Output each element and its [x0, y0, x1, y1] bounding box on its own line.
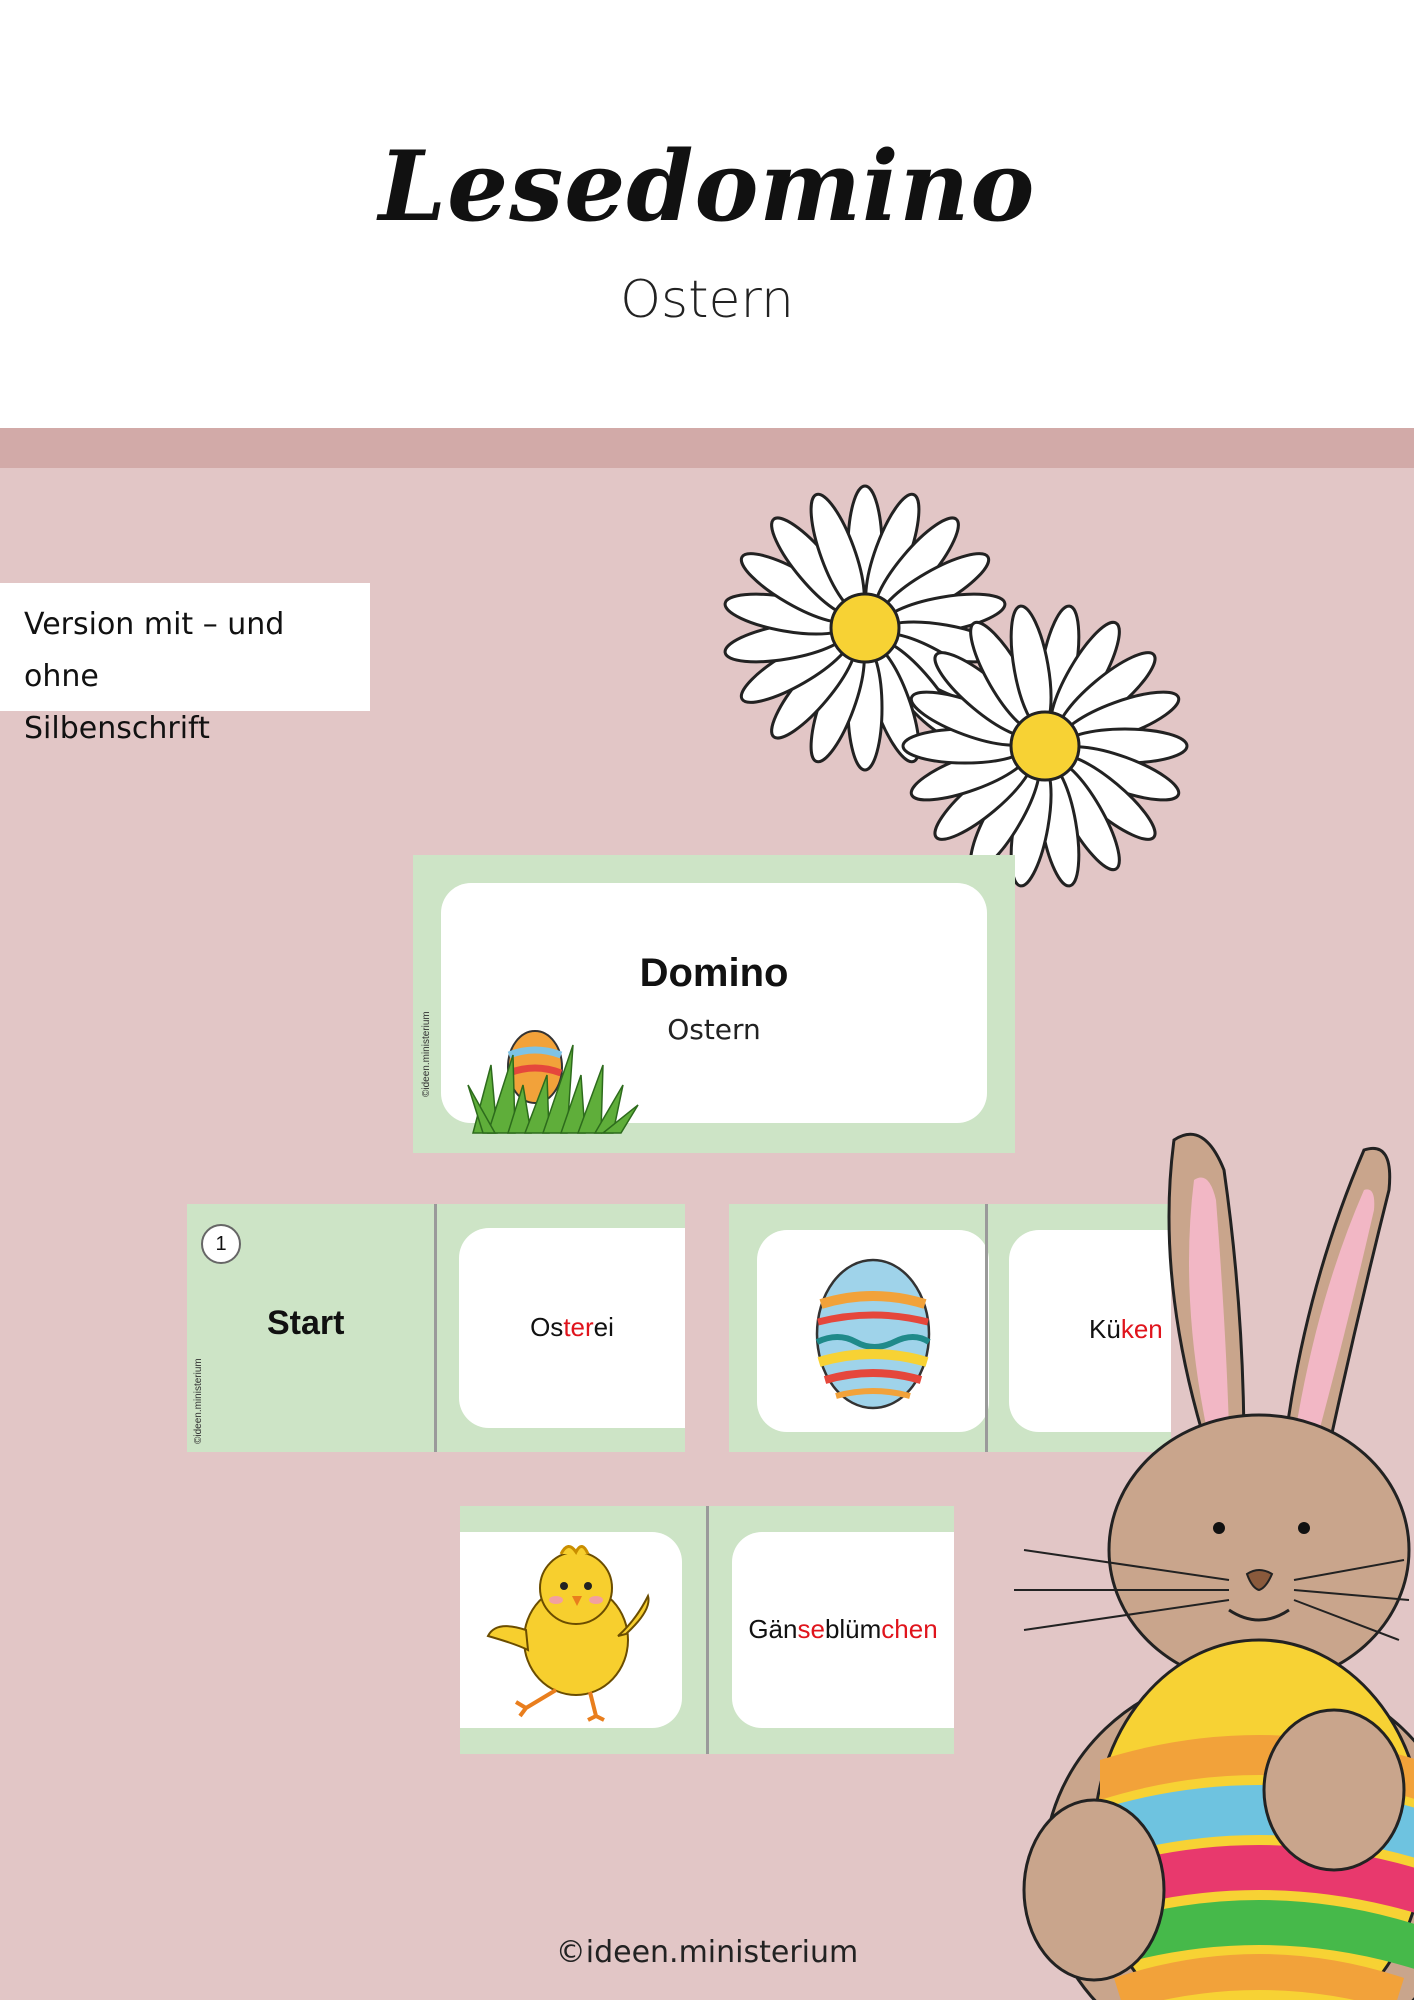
chick-card [460, 1506, 954, 1754]
version-note [0, 583, 370, 746]
picture-panel [757, 1230, 989, 1432]
card-divider [434, 1204, 437, 1452]
card-divider [706, 1506, 709, 1754]
cover-card-title: Domino [639, 951, 789, 995]
picture-panel [460, 1532, 682, 1728]
easter-egg-icon [808, 1246, 938, 1416]
grass-icon [463, 1015, 643, 1135]
word-gaensebluemchen: Gänseblümchen [748, 1614, 938, 1644]
cover-card [413, 855, 1015, 1153]
start-label: Start [267, 1304, 345, 1342]
daisy-icon [720, 478, 1180, 918]
version-note-line1: Version mit – und ohne [24, 607, 285, 694]
page-title: Lesedomino [378, 130, 1036, 243]
easter-egg-icon [508, 1031, 562, 1103]
start-card-watermark: ©ideen.ministerium [193, 1358, 204, 1444]
start-card [187, 1204, 685, 1452]
word-panel [732, 1532, 954, 1728]
chick-icon [486, 1540, 656, 1720]
card-divider [985, 1204, 988, 1452]
card-number-badge: 1 [201, 1224, 241, 1264]
word-kueken: Küken [1089, 1314, 1163, 1344]
version-note-line2: Silbenschrift [24, 711, 210, 746]
cover-card-subtitle: Ostern [667, 1013, 761, 1046]
accent-band [0, 428, 1414, 468]
copyright: ©ideen.ministerium [555, 1935, 859, 1970]
cover-card-watermark: ©ideen.ministerium [421, 1011, 432, 1097]
page-subtitle: Ostern [620, 270, 794, 330]
bunny-icon [1004, 1110, 1414, 2000]
word-osterei: Osterei [530, 1312, 614, 1342]
word-panel [459, 1228, 685, 1428]
